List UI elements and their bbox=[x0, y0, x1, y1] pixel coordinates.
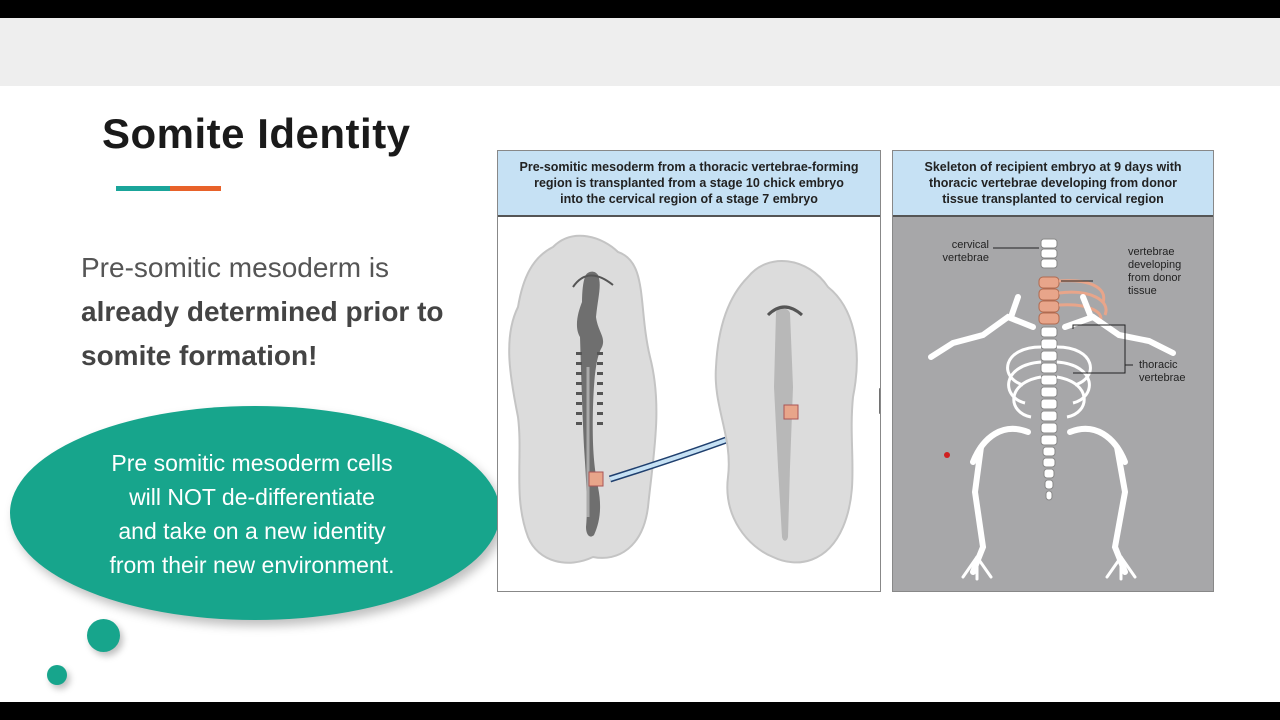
bubble-dot-small bbox=[47, 665, 67, 685]
cursor-dot bbox=[944, 452, 950, 458]
bubble-line-2: will NOT de-differentiate bbox=[129, 484, 375, 510]
right-caption-line-1: Skeleton of recipient embryo at 9 days with bbox=[924, 160, 1182, 174]
left-caption-line-3: into the cervical region of a stage 7 embryo bbox=[560, 192, 818, 206]
top-bar bbox=[0, 18, 1280, 86]
label-cervical-1: cervical bbox=[951, 239, 989, 251]
figure-left-panel bbox=[497, 150, 881, 592]
label-donor-1: vertebrae bbox=[1128, 246, 1175, 258]
foot-bones bbox=[963, 557, 1135, 579]
thoracic-vertebrae bbox=[1041, 327, 1057, 500]
left-caption-line-2: region is transplanted from a stage 10 chick embryo bbox=[534, 176, 844, 190]
skeleton-illustration bbox=[893, 217, 1213, 591]
figure-right-panel bbox=[892, 150, 1214, 592]
left-caption-line-1: Pre-somitic mesoderm from a thoracic vertebrae-forming bbox=[519, 160, 859, 174]
slide bbox=[0, 18, 1280, 702]
label-thoracic-2: vertebrae bbox=[1139, 372, 1186, 384]
label-donor-2: developing bbox=[1128, 259, 1182, 271]
right-caption-line-2: thoracic vertebrae developing from donor bbox=[929, 176, 1177, 190]
left-panel-caption bbox=[498, 151, 880, 217]
recipient-transplanted-square bbox=[784, 405, 798, 419]
body-line-1: Pre-somitic mesoderm is bbox=[81, 252, 390, 283]
donor-tissue-square bbox=[589, 472, 603, 486]
body-text bbox=[81, 246, 444, 378]
label-donor-3: from donor bbox=[1128, 272, 1182, 284]
slide-title: Somite Identity bbox=[102, 110, 411, 157]
bubble-line-3: and take on a new identity bbox=[118, 518, 386, 544]
bubble-line-4: from their new environment. bbox=[109, 552, 395, 578]
bubble-dot-large bbox=[87, 619, 120, 652]
body-line-3: somite formation! bbox=[81, 340, 318, 371]
right-caption-line-3: tissue transplanted to cervical region bbox=[942, 192, 1164, 206]
label-donor-4: tissue bbox=[1128, 285, 1157, 297]
embryo-illustration bbox=[498, 217, 880, 591]
title-underline-teal bbox=[116, 186, 170, 191]
bubble-line-1: Pre somitic mesoderm cells bbox=[111, 450, 393, 476]
title-underline-orange bbox=[170, 186, 221, 191]
thought-bubble-text bbox=[10, 446, 494, 582]
right-panel-caption bbox=[893, 151, 1213, 217]
label-cervical-2: vertebrae bbox=[942, 252, 989, 264]
donor-vertebrae bbox=[1039, 277, 1059, 324]
body-line-2: already determined prior to bbox=[81, 296, 444, 327]
label-thoracic-1: thoracic bbox=[1139, 359, 1178, 371]
cervical-vertebrae bbox=[1041, 239, 1057, 268]
